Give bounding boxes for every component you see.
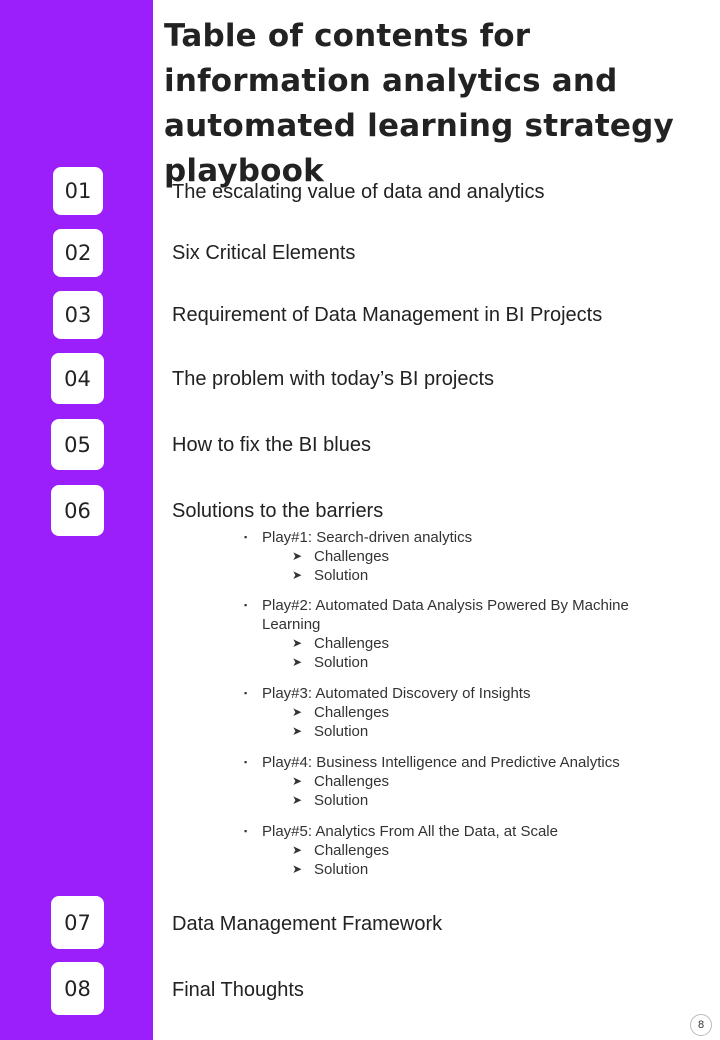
page-number: 8 — [690, 1014, 712, 1036]
play-label: Play#5: Analytics From All the Data, at Scale — [262, 823, 558, 840]
play-sub-item — [292, 722, 368, 741]
play-item — [244, 822, 662, 841]
play-item — [244, 753, 662, 772]
section-number-07: 07 — [51, 896, 104, 949]
play-sub-label: Challenges — [314, 548, 390, 565]
play-label: Play#4: Business Intelligence and Predictive Analytics — [262, 754, 620, 771]
play-sub-item — [292, 566, 368, 585]
arrowhead-bullet-icon: ➤ — [292, 636, 303, 650]
play-label: Play#1: Search-driven analytics — [262, 529, 473, 546]
section-title-06: Solutions to the barriers — [172, 500, 384, 522]
play-item — [244, 596, 662, 634]
play-item — [244, 528, 662, 547]
arrowhead-bullet-icon: ➤ — [292, 705, 303, 719]
arrowhead-bullet-icon: ➤ — [292, 655, 303, 669]
play-sub-label: Challenges — [314, 704, 390, 721]
section-title-01: The escalating value of data and analytics — [172, 181, 545, 203]
play-sub-label: Solution — [314, 792, 369, 809]
section-number-06: 06 — [51, 485, 104, 536]
play-sub-item — [292, 772, 389, 791]
section-title-02: Six Critical Elements — [172, 242, 356, 264]
section-number-05: 05 — [51, 419, 104, 470]
section-title-04: The problem with today’s BI projects — [172, 368, 495, 390]
play-sub-label: Solution — [314, 861, 369, 878]
play-sub-label: Solution — [314, 723, 369, 740]
arrowhead-bullet-icon: ➤ — [292, 568, 303, 582]
play-item — [244, 684, 662, 703]
play-sub-item — [292, 653, 368, 672]
section-number-03: 03 — [53, 291, 103, 339]
section-number-02: 02 — [53, 229, 103, 277]
arrowhead-bullet-icon: ➤ — [292, 724, 303, 738]
play-sub-item — [292, 703, 389, 722]
section-title-08: Final Thoughts — [172, 979, 304, 1001]
square-bullet-icon: ▪ — [244, 688, 248, 698]
section-number-01: 01 — [53, 167, 103, 215]
square-bullet-icon: ▪ — [244, 826, 248, 836]
arrowhead-bullet-icon: ➤ — [292, 843, 303, 857]
play-sub-label: Solution — [314, 654, 369, 671]
play-label: Play#2: Automated Data Analysis Powered By Machine Learning — [262, 597, 629, 633]
play-sub-item — [292, 634, 389, 653]
play-sub-label: Solution — [314, 567, 369, 584]
arrowhead-bullet-icon: ➤ — [292, 862, 303, 876]
square-bullet-icon: ▪ — [244, 757, 248, 767]
arrowhead-bullet-icon: ➤ — [292, 774, 303, 788]
square-bullet-icon: ▪ — [244, 532, 248, 542]
play-label: Play#3: Automated Discovery of Insights — [262, 685, 531, 702]
section-title-05: How to fix the BI blues — [172, 434, 371, 456]
section-number-08: 08 — [51, 962, 104, 1015]
square-bullet-icon: ▪ — [244, 600, 248, 610]
play-sub-item — [292, 791, 368, 810]
section-title-07: Data Management Framework — [172, 913, 443, 935]
section-title-03: Requirement of Data Management in BI Projects — [172, 304, 603, 326]
play-sub-item — [292, 547, 389, 566]
play-sub-label: Challenges — [314, 842, 390, 859]
section-number-04: 04 — [51, 353, 104, 404]
play-sub-item — [292, 860, 368, 879]
play-sub-item — [292, 841, 389, 860]
arrowhead-bullet-icon: ➤ — [292, 549, 303, 563]
page-title: Table of contents for information analytics and automated learning strategy playbook — [164, 18, 674, 189]
play-sub-label: Challenges — [314, 773, 390, 790]
arrowhead-bullet-icon: ➤ — [292, 793, 303, 807]
play-sub-label: Challenges — [314, 635, 390, 652]
